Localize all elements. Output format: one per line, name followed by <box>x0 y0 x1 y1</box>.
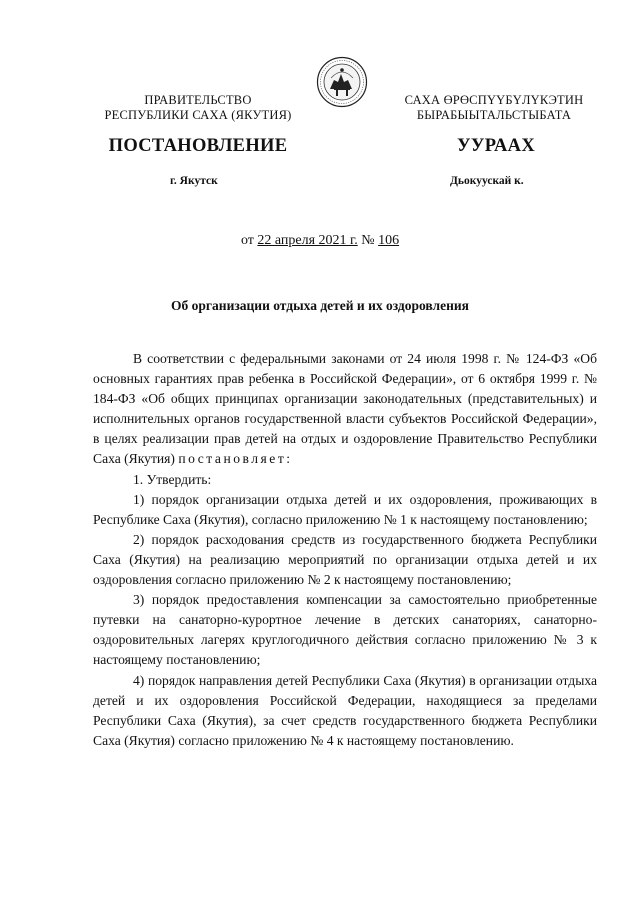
number-sign: № <box>361 233 375 248</box>
decree-date: 22 апреля 2021 г. <box>257 233 358 248</box>
subitem-2: 2) порядок расходования средств из государственного бюджета Республики Саха (Якутия) на реализацию мероприятий по организации отдыха детей и их оздоровления согласно приложению № 2 к настоящему постановлению; <box>93 531 597 588</box>
decree-body <box>93 349 597 751</box>
decree-word: постановляет: <box>178 451 293 467</box>
item-1: 1. Утвердить: <box>133 471 212 487</box>
issuer-sah-line1: САХА ӨРӨСПҮҮБҮЛҮКЭТИН <box>404 93 584 107</box>
date-line <box>0 233 640 249</box>
city-ru: г. Якутск <box>170 175 218 187</box>
city-sah: Дьокуускай к. <box>450 175 524 187</box>
subitem-4: 4) порядок направления детей Республики Саха (Якутия) в организации отдыха детей и их оздоровления Российской Федерации, находящиеся за пределами Республики Саха (Якутия), за счет средств государственного бюджета Республики Саха (Якутия) согласно приложению № 4 к настоящему постановлению. <box>93 672 597 748</box>
decree-subject: Об организации отдыха детей и их оздоровления <box>171 298 469 313</box>
date-prefix: от <box>240 233 254 248</box>
intro-text: В соответствии с федеральными законами от 24 июля 1998 г. № 124-ФЗ «Об основных гарантиях прав ребенка в Российской Федерации», от 6 октября 1999 г. № 184-ФЗ «Об общих принципах организации законодательных (представительных) и исполнительных органов государственной власти субъектов Российской Федерации», в целях реализации прав детей на отдых и оздоровление Правительство Республики Саха (Якутия) <box>93 351 597 467</box>
coat-of-arms-icon <box>316 56 368 108</box>
issuer-ru-line1: ПРАВИТЕЛЬСТВО <box>144 93 252 107</box>
decree-number: 106 <box>378 233 400 248</box>
issuer-sah <box>384 93 604 123</box>
subitem-1: 1) порядок организации отдыха детей и их оздоровления, проживающих в Республике Саха (Якутия), согласно приложению № 1 к настоящему постановлению; <box>93 491 597 527</box>
issuer-ru-line2: РЕСПУБЛИКИ САХА (ЯКУТИЯ) <box>104 108 292 122</box>
issuer-sah-line2: БЫРАБЫЫТАЛЬСТЫБАТА <box>416 108 572 122</box>
issuer-ru <box>88 93 308 123</box>
intro-paragraph <box>93 349 597 470</box>
subitem-3: 3) порядок предоставления компенсации за самостоятельно приобретенные путевки на санаторно-курортное лечение в детских санаториях, санаторно-оздоровительных лагерях круглогодичного действия согласно приложению № 3 к настоящему постановлению; <box>93 592 597 668</box>
doc-type-ru: ПОСТАНОВЛЕНИЕ <box>108 136 288 156</box>
doc-type-sah: УУРААХ <box>457 136 535 156</box>
